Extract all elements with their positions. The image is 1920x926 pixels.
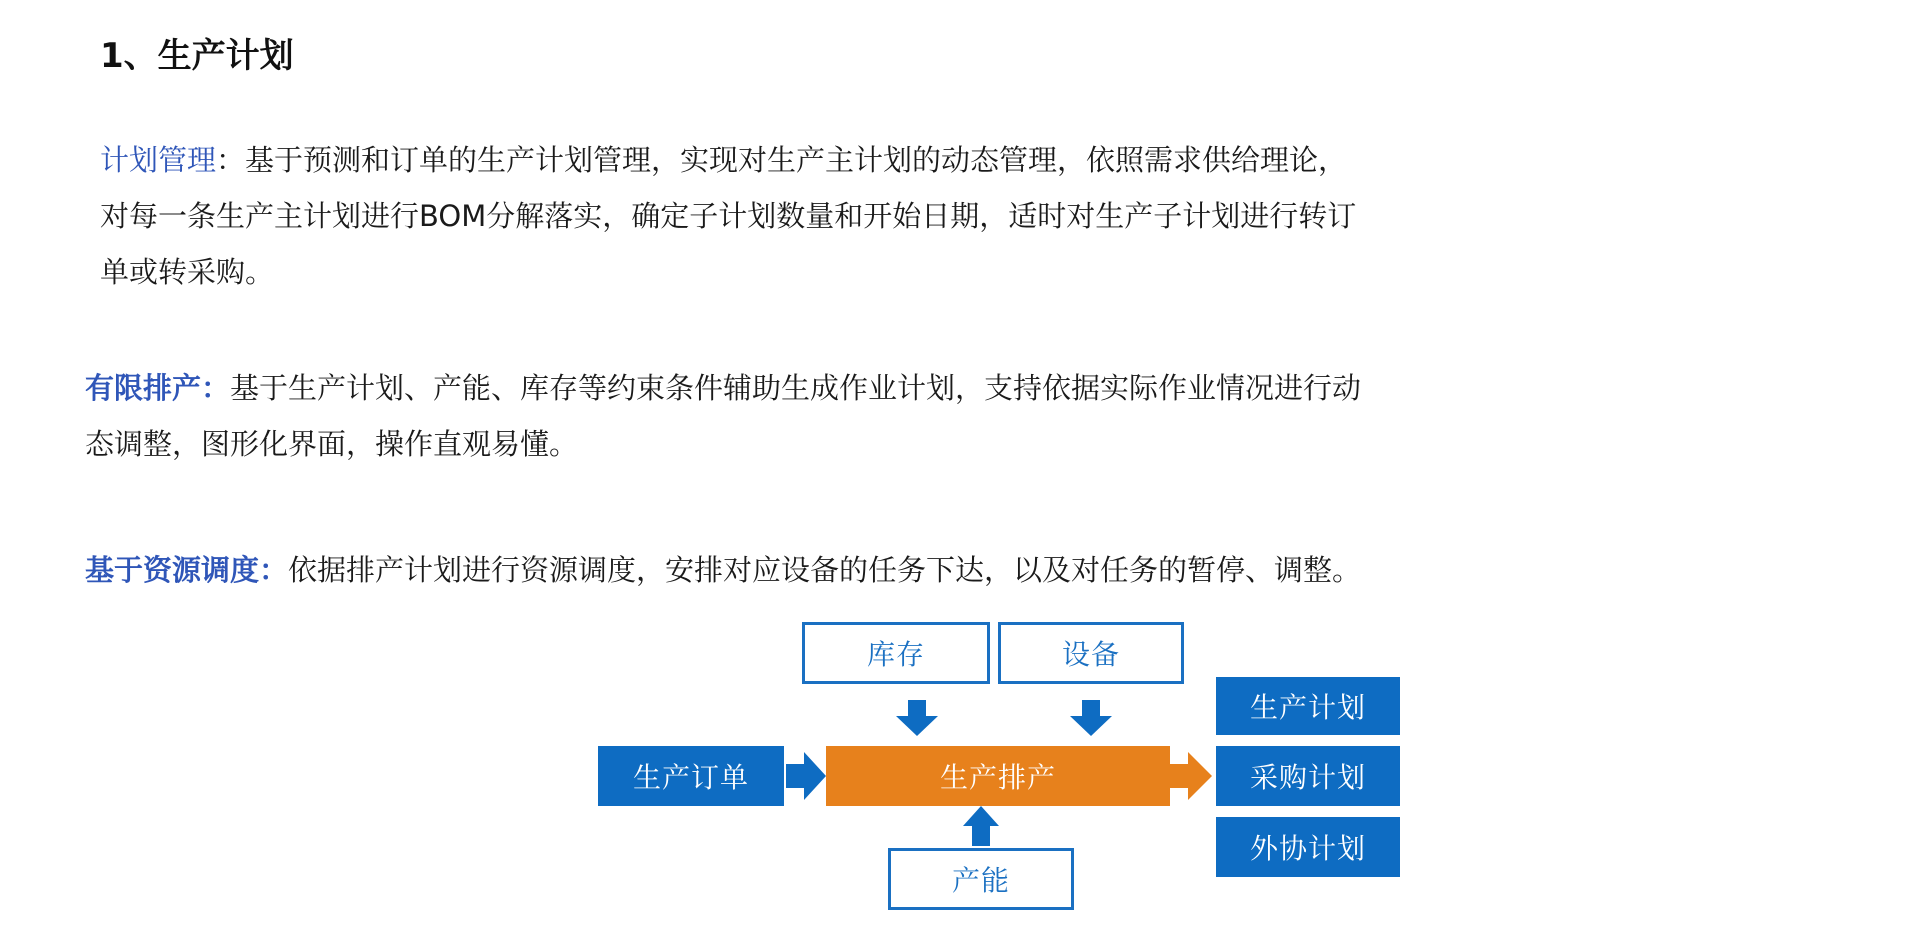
box-output-outsourcing-plan: 外协计划 [1216, 817, 1400, 877]
section-heading: 1、生产计划 [100, 36, 294, 76]
box-production-scheduling: 生产排产 [826, 746, 1170, 806]
down-arrow-icon [896, 700, 938, 736]
term-resource-dispatch: 基于资源调度： [85, 553, 289, 587]
box-output-purchase-plan: 采购计划 [1216, 746, 1400, 806]
paragraph-plan-management [100, 132, 1347, 188]
box-inventory: 库存 [802, 622, 990, 684]
box-equipment: 设备 [998, 622, 1184, 684]
box-production-order: 生产订单 [598, 746, 784, 806]
right-arrow-icon [786, 752, 826, 800]
paragraph-line: 态调整，图形化界面，操作直观易懂。 [85, 427, 579, 461]
paragraph-resource-dispatch [85, 542, 1361, 598]
down-arrow-icon [1070, 700, 1112, 736]
term-finite-scheduling: 有限排产： [85, 371, 231, 405]
paragraph-line: 基于预测和订单的生产计划管理，实现对生产主计划的动态管理，依照需求供给理论， [245, 143, 1348, 177]
paragraph-line: 依据排产计划进行资源调度，安排对应设备的任务下达，以及对任务的暂停、调整。 [288, 553, 1362, 587]
paragraph-finite-scheduling [85, 360, 1361, 416]
box-capacity: 产能 [888, 848, 1074, 910]
term-plan-management: 计划管理 [100, 143, 217, 177]
box-output-production-plan: 生产计划 [1216, 677, 1400, 735]
right-arrow-icon [1170, 752, 1212, 800]
term-separator: ： [216, 143, 246, 177]
up-arrow-icon [963, 806, 999, 846]
paragraph-line: 单或转采购。 [100, 255, 275, 289]
paragraph-line: 对每一条生产主计划进行BOM分解落实，确定子计划数量和开始日期，适时对生产子计划进行转订 [100, 199, 1357, 233]
paragraph-line: 基于生产计划、产能、库存等约束条件辅助生成作业计划，支持依据实际作业情况进行动 [230, 371, 1362, 405]
